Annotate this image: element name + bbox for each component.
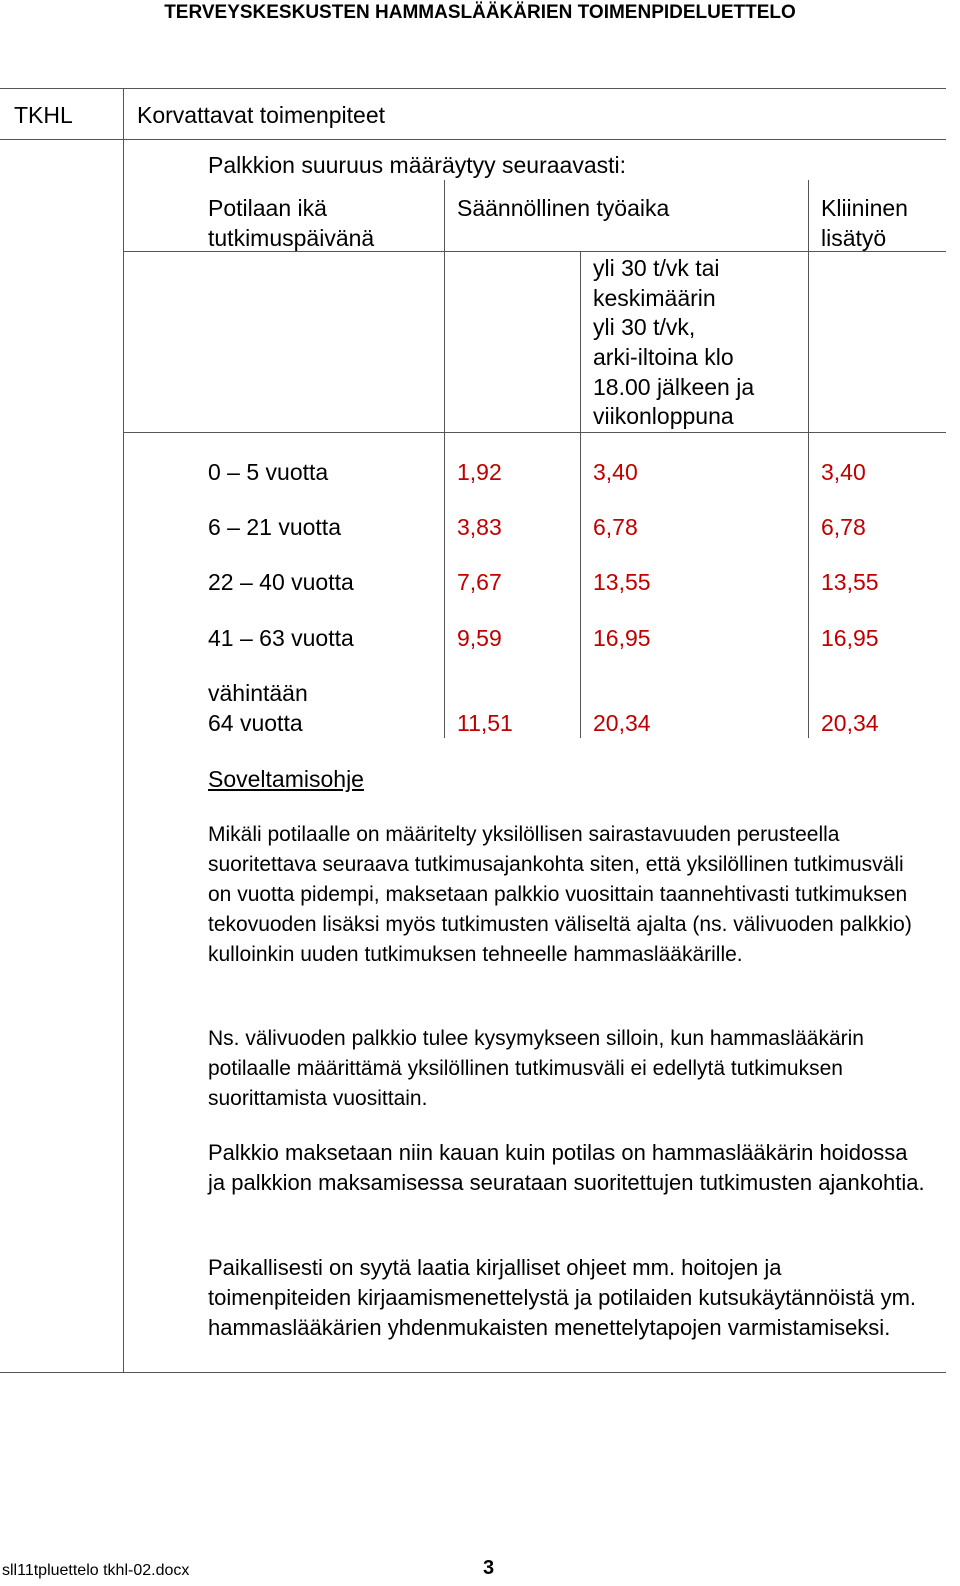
- clinical-header-line2: lisätyö: [821, 225, 887, 251]
- overtime-header-line5: 18.00 jälkeen ja: [593, 374, 755, 400]
- row-overtime-fee: 16,95: [593, 625, 651, 651]
- row-overtime-fee: 6,78: [593, 514, 638, 540]
- regular-hours-header: Säännöllinen työaika: [457, 195, 670, 221]
- row-age: 0 – 5 vuotta: [208, 459, 329, 485]
- page-number: 3: [483, 1557, 495, 1579]
- last-row-age-line1: vähintään: [208, 680, 308, 706]
- age-header-line1: Potilaan ikä: [208, 195, 327, 221]
- last-row-overtime-fee: 20,34: [593, 710, 651, 736]
- row-regular-fee: 9,59: [457, 625, 502, 651]
- overtime-header-line3: yli 30 t/vk,: [593, 314, 696, 340]
- footer-filename: sll11tpluettelo tkhl-02.docx: [2, 1562, 190, 1579]
- overtime-header-line2: keskimäärin: [593, 285, 716, 311]
- guidance-paragraph: Paikallisesti on syytä laatia kirjalliset ohjeet mm. hoitojen ja toimenpiteiden kirjaamismenettelystä ja potilaiden kutsukäytännöistä ym. hammaslääkärien yhdenmukaisten menettelytapojen varmistamiseksi.: [208, 1255, 917, 1340]
- guidance-paragraph: Palkkio maksetaan niin kauan kuin potilas on hammaslääkärin hoidossa ja palkkion maksamisessa seurataan suoritettujen tutkimusten ajankohtia.: [208, 1140, 925, 1195]
- guidance-heading: Soveltamisohje: [208, 766, 364, 792]
- row-clinical-fee: 6,78: [821, 514, 866, 540]
- overtime-header-line4: arki-iltoina klo: [593, 344, 734, 370]
- column-header-code: TKHL: [14, 102, 73, 128]
- row-age: 6 – 21 vuotta: [208, 514, 341, 540]
- row-regular-fee: 1,92: [457, 459, 502, 485]
- table-bottom-line: [0, 1372, 946, 1373]
- clinical-header-line1: Kliininen: [821, 195, 908, 221]
- overtime-header-line6: viikonloppuna: [593, 403, 734, 429]
- row-overtime-fee: 3,40: [593, 459, 638, 485]
- last-row-age-line2: 64 vuotta: [208, 710, 303, 736]
- guidance-paragraph: Ns. välivuoden palkkio tulee kysymykseen silloin, kun hammaslääkärin potilaalle määrittämä yksilöllinen tutkimusväli ei edellytä tutkimuksen suorittamista vuosittain.: [208, 1027, 864, 1110]
- document-header: TERVEYSKESKUSTEN HAMMASLÄÄKÄRIEN TOIMENPIDELUETTELO: [164, 2, 796, 23]
- row-clinical-fee: 16,95: [821, 625, 879, 651]
- last-row-clinical-fee: 20,34: [821, 710, 879, 736]
- last-row-regular-fee: 11,51: [457, 710, 513, 736]
- row-regular-fee: 3,83: [457, 514, 502, 540]
- row-clinical-fee: 13,55: [821, 569, 879, 595]
- overtime-header-line1: yli 30 t/vk tai: [593, 255, 720, 281]
- header-row-top-line: [0, 88, 946, 89]
- fee-intro-text: Palkkion suuruus määräytyy seuraavasti:: [208, 152, 627, 178]
- age-header-line2: tutkimuspäivänä: [208, 225, 375, 251]
- row-overtime-fee: 13,55: [593, 569, 651, 595]
- clinical-column-divider: [808, 180, 809, 738]
- header-row-bottom-line: [0, 139, 946, 140]
- code-column-divider: [123, 88, 124, 1372]
- row-clinical-fee: 3,40: [821, 459, 866, 485]
- overtime-header-bottom-line: [123, 432, 946, 433]
- regular-column-divider: [444, 180, 445, 738]
- row-age: 22 – 40 vuotta: [208, 569, 354, 595]
- guidance-paragraph: Mikäli potilaalle on määritelty yksilöllisen sairastavuuden perusteella suoritettava seuraava tutkimusajankohta siten, että yksilöllinen tutkimusväli on vuotta pidempi, maksetaan palkkio vuosittain taannehtivasti tutkimuksen tekovuoden lisäksi myös tutkimusten väliseltä ajalta (ns. välivuoden palkkio) kulloinkin uuden tutkimuksen tehneelle hammaslääkärille.: [208, 823, 912, 966]
- row-age: 41 – 63 vuotta: [208, 625, 354, 651]
- row-regular-fee: 7,67: [457, 569, 502, 595]
- overtime-column-divider: [580, 251, 581, 738]
- column-header-description: Korvattavat toimenpiteet: [137, 102, 386, 128]
